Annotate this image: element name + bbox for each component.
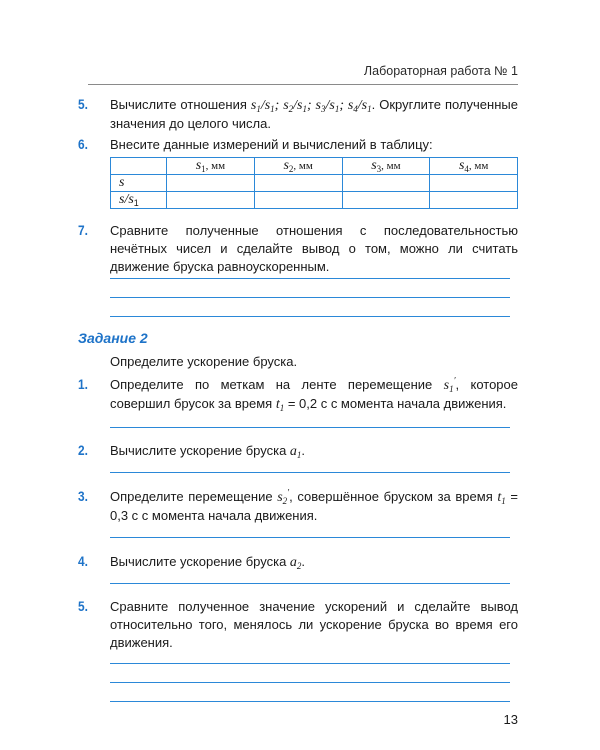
- item-number: 6.: [78, 136, 88, 152]
- answer-line[interactable]: [110, 472, 510, 473]
- item-text: Определите перемещение $s_2'$, совершённое бруском за время $t_1 = 0,3$ с с момента начала движения.: [110, 487, 518, 523]
- item-7-comparison: [78, 222, 518, 276]
- item-text-b: . Округлите полученные значения до целого числа.: [110, 97, 518, 131]
- answer-line[interactable]: [110, 663, 510, 664]
- answer-line[interactable]: [110, 278, 510, 279]
- item-6-table-instruction: [78, 136, 518, 154]
- item-number: 3.: [78, 488, 88, 504]
- table-corner-cell: [111, 158, 167, 175]
- table-cell[interactable]: [342, 175, 430, 192]
- answer-line[interactable]: [110, 297, 510, 298]
- task2-item-2: [78, 442, 518, 461]
- table-cell[interactable]: [167, 175, 255, 192]
- symbol-t1: $t_1$: [497, 490, 506, 506]
- item-number: 1.: [78, 376, 88, 392]
- item-5-ratios: [78, 96, 518, 133]
- header-rule: [88, 84, 518, 85]
- table-col-header: $s_3$, мм: [342, 158, 430, 175]
- item-text: Внесите данные измерений и вычислений в таблицу:: [110, 137, 433, 152]
- item-text: Определите по меткам на ленте перемещение $s_1'$, которое совершил брусок за время $t_1 = 0,2$ с с момента начала движения.: [110, 375, 519, 413]
- symbol-a1: $a_1$: [289, 444, 302, 460]
- item-text: Сравните полученное значение ускорений и сделайте вывод относительно того, менялось ли ускорение бруска во время его движения.: [110, 599, 518, 650]
- table-cell[interactable]: [430, 175, 518, 192]
- table-cell[interactable]: [342, 192, 430, 209]
- ratio-formula: $s_1/s_1$; $s_2/s_1$; $s_3/s_1$; $s_4/s_1$: [250, 98, 372, 114]
- item-number: 2.: [78, 442, 88, 458]
- item-number: 4.: [78, 553, 88, 569]
- answer-line[interactable]: [110, 427, 510, 428]
- task2-item-5: [78, 598, 518, 652]
- task2-item-1: [78, 376, 518, 414]
- symbol-a2: $a_2$: [289, 555, 302, 571]
- task-2-title: Задание 2: [78, 330, 148, 346]
- item-number: 7.: [78, 222, 88, 238]
- answer-line[interactable]: [110, 701, 510, 702]
- item-number: 5.: [78, 598, 88, 614]
- page-number: 13: [503, 712, 518, 727]
- task-2-intro: Определите ускорение бруска.: [110, 354, 298, 369]
- answer-line[interactable]: [110, 316, 510, 317]
- item-text-a: Вычислите отношения: [110, 97, 251, 112]
- table-row: [111, 175, 518, 192]
- answer-line[interactable]: [110, 583, 510, 584]
- answer-line[interactable]: [110, 682, 510, 683]
- item-text: Вычислите ускорение бруска $a_2$.: [110, 554, 306, 571]
- table-cell[interactable]: [254, 192, 342, 209]
- table-header-row: [111, 158, 518, 175]
- table-cell[interactable]: [254, 175, 342, 192]
- symbol-s1-prime: $s_1'$: [443, 375, 456, 394]
- running-header: Лабораторная работа № 1: [363, 64, 518, 78]
- table-col-header: $s_2$, мм: [254, 158, 342, 175]
- table-cell[interactable]: [167, 192, 255, 209]
- table-row-label: $s/s_1$: [111, 192, 167, 209]
- symbol-t1: $t_1$: [275, 397, 285, 413]
- table-row: [111, 192, 518, 209]
- task2-item-4: [78, 553, 518, 572]
- item-number: 5.: [78, 96, 88, 112]
- task2-item-3: [78, 488, 518, 525]
- measurements-table: [110, 157, 518, 209]
- item-text: [110, 96, 518, 133]
- table-cell[interactable]: [430, 192, 518, 209]
- answer-line[interactable]: [110, 537, 510, 538]
- item-text: Сравните полученные отношения с последовательностью нечётных чисел и сделайте вывод о том, можно ли считать движение бруска равноускоренным.: [110, 223, 518, 274]
- symbol-s2-prime: $s_2'$: [277, 487, 290, 506]
- table-row-label: s: [111, 175, 167, 192]
- item-text: Вычислите ускорение бруска $a_1$.: [110, 443, 306, 460]
- table-col-header: $s_4$, мм: [430, 158, 518, 175]
- table-col-header: $s_1$, мм: [167, 158, 255, 175]
